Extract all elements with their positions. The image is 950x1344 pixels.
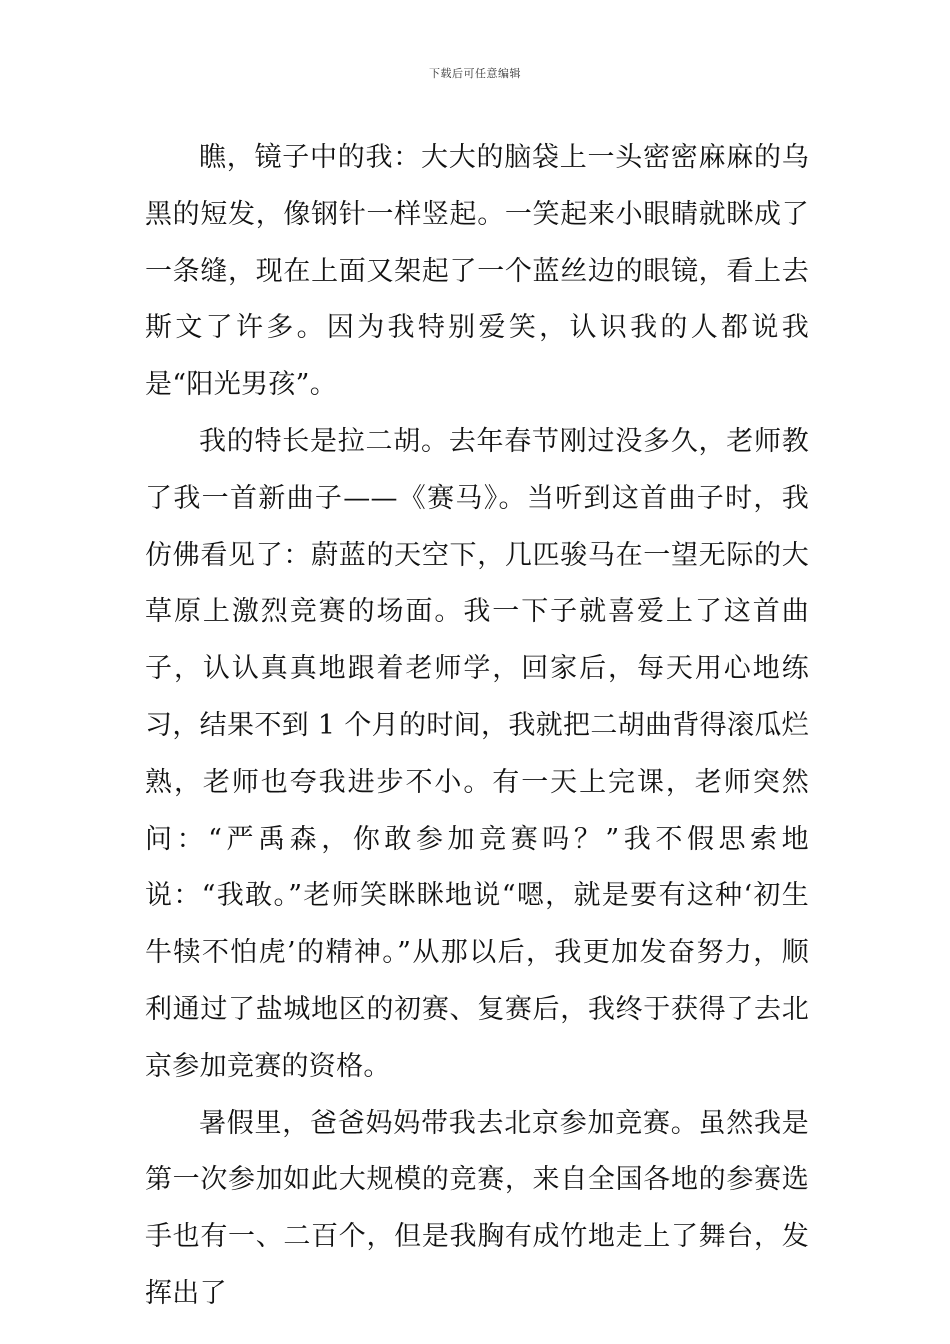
paragraph-erhu-specialty: 我的特长是拉二胡。去年春节刚过没多久，老师教了我一首新曲子——《赛马》。当听到这首曲子时，我仿佛看见了：蔚蓝的天空下，几匹骏马在一望无际的大草原上激烈竞赛的场面。我一下子就喜爱上了这首曲子，认认真真地跟着老师学，回家后，每天用心地练习，结果不到 1 个月的时间，我就把二胡曲背得滚瓜烂熟，老师也夸我进步不小。有一天上完课，老师突然问：“严禹森，你敢参加竞赛吗？”我不假思索地说：“我敢。”老师笑眯眯地说“嗯，就是要有这种‘初生牛犊不怕虎’的精神。”从那以后，我更加发奋努力，顺利通过了盐城地区的初赛、复赛后，我终于获得了去北京参加竞赛的资格。 — [145, 425, 809, 1082]
document-body — [145, 130, 809, 1323]
paragraph-appearance: 瞧，镜子中的我：大大的脑袋上一头密密麻麻的乌黑的短发，像钢针一样竖起。一笑起来小眼睛就眯成了一条缝，现在上面又架起了一个蓝丝边的眼镜，看上去斯文了许多。因为我特别爱笑，认识我的人都说我是“阳光男孩”。 — [145, 142, 809, 401]
page-header: 下载后可任意编辑 — [429, 67, 521, 80]
paragraph-beijing-competition: 暑假里，爸爸妈妈带我去北京参加竞赛。虽然我是第一次参加如此大规模的竞赛，来自全国各地的参赛选手也有一、二百个，但是我胸有成竹地走上了舞台，发挥出了 — [145, 1107, 809, 1309]
